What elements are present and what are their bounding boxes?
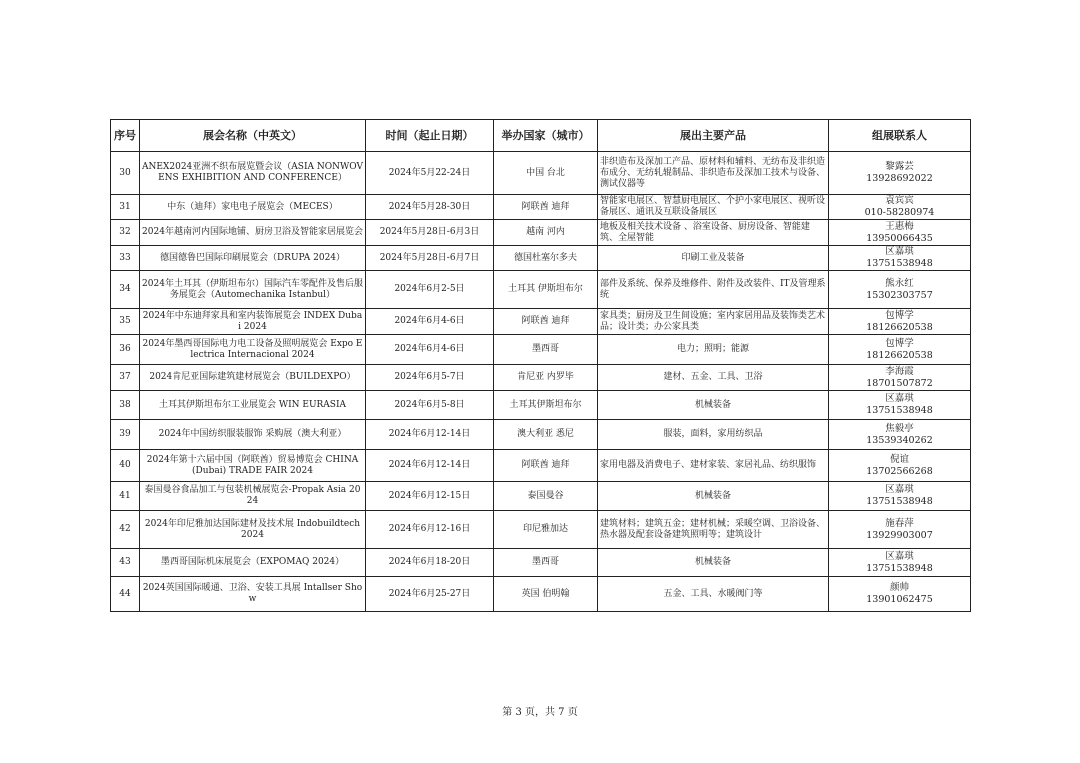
cell-no: 44: [111, 577, 140, 612]
cell-no: 32: [111, 220, 140, 246]
cell-date: 2024年6月12-16日: [366, 511, 494, 549]
cell-place: 墨西哥: [494, 549, 598, 577]
cell-name: 墨西哥国际机床展览会（EXPOMAQ 2024）: [140, 549, 366, 577]
contact-phone: 18126620538: [866, 321, 933, 333]
cell-name: 2024年中国纺织服装服饰 采购展（澳大利亚）: [140, 420, 366, 450]
cell-products: 地板及相关技术设备 、浴室设备、厨房设备、智能建筑、全屋智能: [598, 220, 829, 246]
cell-no: 33: [111, 246, 140, 271]
cell-place: 土耳其 伊斯坦布尔: [494, 271, 598, 309]
cell-no: 31: [111, 195, 140, 220]
contact-name: 区嘉琪: [885, 484, 914, 495]
header-place: 举办国家（城市）: [494, 120, 598, 152]
contact-name: 王惠梅: [885, 220, 914, 232]
cell-products: 家用电器及消费电子、建材家装、家居礼品、纺织服饰: [598, 450, 829, 482]
contact-phone: 13929903007: [866, 529, 933, 541]
cell-name: 2024年印尼雅加达国际建材及技术展 Indobuildtech 2024: [140, 511, 366, 549]
cell-contact: [829, 195, 971, 220]
cell-name: 土耳其伊斯坦布尔工业展览会 WIN EURASIA: [140, 391, 366, 420]
table-row: [111, 220, 971, 246]
contact-phone: 13751538948: [866, 405, 933, 416]
cell-no: 37: [111, 365, 140, 391]
cell-place: 越南 河内: [494, 220, 598, 246]
contact-name: 区嘉琪: [885, 246, 914, 257]
cell-contact: [829, 391, 971, 420]
contact-name: 李海霞: [885, 365, 914, 377]
cell-products: 部件及系统、保养及维修件、附件及改装件、IT及管理系统: [598, 271, 829, 309]
table-body: [111, 152, 971, 612]
table-row: [111, 482, 971, 511]
contact-name: 倪谊: [889, 453, 909, 465]
cell-date: 2024年6月5-7日: [366, 365, 494, 391]
cell-no: 43: [111, 549, 140, 577]
contact-phone: 13702566268: [866, 465, 933, 477]
cell-contact: [829, 549, 971, 577]
contact-phone: 13751538948: [866, 496, 933, 507]
cell-date: 2024年5月22-24日: [366, 152, 494, 195]
contact-name: 颜帅: [889, 582, 909, 593]
cell-no: 38: [111, 391, 140, 420]
cell-place: 德国杜塞尔多夫: [494, 246, 598, 271]
contact-name: 袁宾宾: [885, 195, 914, 206]
cell-contact: [829, 335, 971, 365]
cell-no: 39: [111, 420, 140, 450]
cell-name: 2024年墨西哥国际电力电工设备及照明展览会 Expo Electrica Internacional 2024: [140, 335, 366, 365]
cell-date: 2024年6月12-15日: [366, 482, 494, 511]
cell-contact: [829, 577, 971, 612]
cell-place: 印尼雅加达: [494, 511, 598, 549]
contact-phone: 15302303757: [866, 289, 933, 301]
contact-name: 焦毅亭: [885, 422, 914, 434]
cell-contact: [829, 365, 971, 391]
cell-name: 德国德鲁巴国际印刷展览会（DRUPA 2024）: [140, 246, 366, 271]
cell-date: 2024年6月4-6日: [366, 309, 494, 335]
cell-no: 34: [111, 271, 140, 309]
cell-name: 2024年土耳其（伊斯坦布尔）国际汽车零配件及售后服务展览会（Automechanika Istanbul）: [140, 271, 366, 309]
cell-name: ANEX2024亚洲不织布展览暨会议（ASIA NONWOVENS EXHIBITION AND CONFERENCE）: [140, 152, 366, 195]
cell-name: 2024年越南河内国际地铺、厨房卫浴及智能家居展览会: [140, 220, 366, 246]
cell-no: 41: [111, 482, 140, 511]
cell-products: 电力；照明；能源: [598, 335, 829, 365]
contact-name: 施春萍: [885, 517, 914, 529]
cell-place: 阿联酋 迪拜: [494, 195, 598, 220]
cell-contact: [829, 152, 971, 195]
cell-date: 2024年6月12-14日: [366, 450, 494, 482]
cell-contact: [829, 220, 971, 246]
cell-no: 42: [111, 511, 140, 549]
cell-date: 2024年5月28日-6月3日: [366, 220, 494, 246]
cell-products: 机械装备: [598, 482, 829, 511]
cell-products: 建筑材料；建筑五金；建材机械；采暖空调、卫浴设备、热水器及配套设备建筑照明等；建筑设计: [598, 511, 829, 549]
cell-date: 2024年6月12-14日: [366, 420, 494, 450]
table-row: [111, 365, 971, 391]
cell-name: 泰国曼谷食品加工与包装机械展览会-Propak Asia 2024: [140, 482, 366, 511]
contact-phone: 13751538948: [866, 562, 933, 574]
cell-products: 服装，面料，家用纺织品: [598, 420, 829, 450]
table-row: [111, 549, 971, 577]
table-row: [111, 246, 971, 271]
cell-contact: [829, 482, 971, 511]
cell-no: 35: [111, 309, 140, 335]
contact-name: 包博学: [885, 309, 914, 321]
cell-date: 2024年6月4-6日: [366, 335, 494, 365]
contact-phone: 13751538948: [866, 258, 933, 269]
contact-phone: 13901062475: [866, 594, 933, 605]
table-row: [111, 195, 971, 220]
cell-no: 36: [111, 335, 140, 365]
contact-phone: 010-58280974: [864, 207, 935, 218]
contact-name: 熊永红: [885, 277, 914, 289]
cell-contact: [829, 511, 971, 549]
cell-name: 2024肯尼亚国际建筑建材展览会（BUILDEXPO）: [140, 365, 366, 391]
contact-name: 区嘉琪: [885, 550, 914, 562]
cell-products: 五金、工具、水暖阀门等: [598, 577, 829, 612]
cell-name: 2024英国国际暖通、卫浴、安装工具展 Intallser Show: [140, 577, 366, 612]
header-no: 序号: [111, 120, 140, 152]
cell-products: 机械装备: [598, 549, 829, 577]
cell-name: 中东（迪拜）家电电子展览会（MECES）: [140, 195, 366, 220]
cell-contact: [829, 246, 971, 271]
contact-name: 区嘉琪: [885, 393, 914, 404]
cell-place: 泰国曼谷: [494, 482, 598, 511]
table-row: [111, 271, 971, 309]
cell-no: 40: [111, 450, 140, 482]
cell-contact: [829, 309, 971, 335]
cell-date: 2024年6月2-5日: [366, 271, 494, 309]
cell-contact: [829, 420, 971, 450]
table-row: [111, 391, 971, 420]
cell-products: 智能家电展区、智慧厨电展区、个护小家电展区、视听设备展区、通讯及互联设备展区: [598, 195, 829, 220]
table-header-row: [111, 120, 971, 152]
table-row: [111, 450, 971, 482]
cell-contact: [829, 271, 971, 309]
cell-date: 2024年5月28日-6月7日: [366, 246, 494, 271]
cell-products: 机械装备: [598, 391, 829, 420]
cell-place: 阿联酋 迪拜: [494, 450, 598, 482]
contact-phone: 18701507872: [866, 377, 933, 389]
cell-contact: [829, 450, 971, 482]
header-products: 展出主要产品: [598, 120, 829, 152]
table-row: [111, 577, 971, 612]
cell-products: 建材、五金、工具、卫浴: [598, 365, 829, 391]
cell-place: 肯尼亚 内罗毕: [494, 365, 598, 391]
contact-phone: 18126620538: [866, 349, 933, 361]
cell-date: 2024年6月18-20日: [366, 549, 494, 577]
cell-place: 土耳其伊斯坦布尔: [494, 391, 598, 420]
cell-products: 印刷工业及装备: [598, 246, 829, 271]
header-name: 展会名称（中英文）: [140, 120, 366, 152]
table-row: [111, 335, 971, 365]
cell-place: 阿联酋 迪拜: [494, 309, 598, 335]
contact-name: 包博学: [885, 337, 914, 349]
cell-no: 30: [111, 152, 140, 195]
table-row: [111, 309, 971, 335]
table-row: [111, 420, 971, 450]
page-number: 第 3 页，共 7 页: [502, 707, 578, 718]
cell-name: 2024年第十六届中国（阿联酋）贸易博览会 CHINA (Dubai) TRADE FAIR 2024: [140, 450, 366, 482]
header-contact: 组展联系人: [829, 120, 971, 152]
contact-phone: 13950066435: [866, 232, 933, 244]
table-row: [111, 152, 971, 195]
contact-name: 黎露芸: [885, 161, 914, 172]
cell-products: 非织造布及深加工产品、原材料和辅料、无纺布及非织造布成分、无纺轧辊制品、非织造布及深加工技术与设备、测试仪器等: [598, 152, 829, 195]
contact-phone: 13539340262: [866, 434, 933, 446]
contact-phone: 13928692022: [866, 173, 933, 184]
exhibition-table: [110, 119, 971, 612]
header-date: 时间（起止日期）: [366, 120, 494, 152]
cell-place: 墨西哥: [494, 335, 598, 365]
table-row: [111, 511, 971, 549]
cell-place: 英国 伯明翰: [494, 577, 598, 612]
cell-date: 2024年6月5-8日: [366, 391, 494, 420]
cell-date: 2024年5月28-30日: [366, 195, 494, 220]
cell-place: 中国 台北: [494, 152, 598, 195]
cell-products: 家具类；厨房及卫生间设施；室内家居用品及装饰类艺术品；设计类；办公家具类: [598, 309, 829, 335]
cell-name: 2024年中东迪拜家具和室内装饰展览会 INDEX Dubai 2024: [140, 309, 366, 335]
cell-place: 澳大利亚 悉尼: [494, 420, 598, 450]
cell-date: 2024年6月25-27日: [366, 577, 494, 612]
